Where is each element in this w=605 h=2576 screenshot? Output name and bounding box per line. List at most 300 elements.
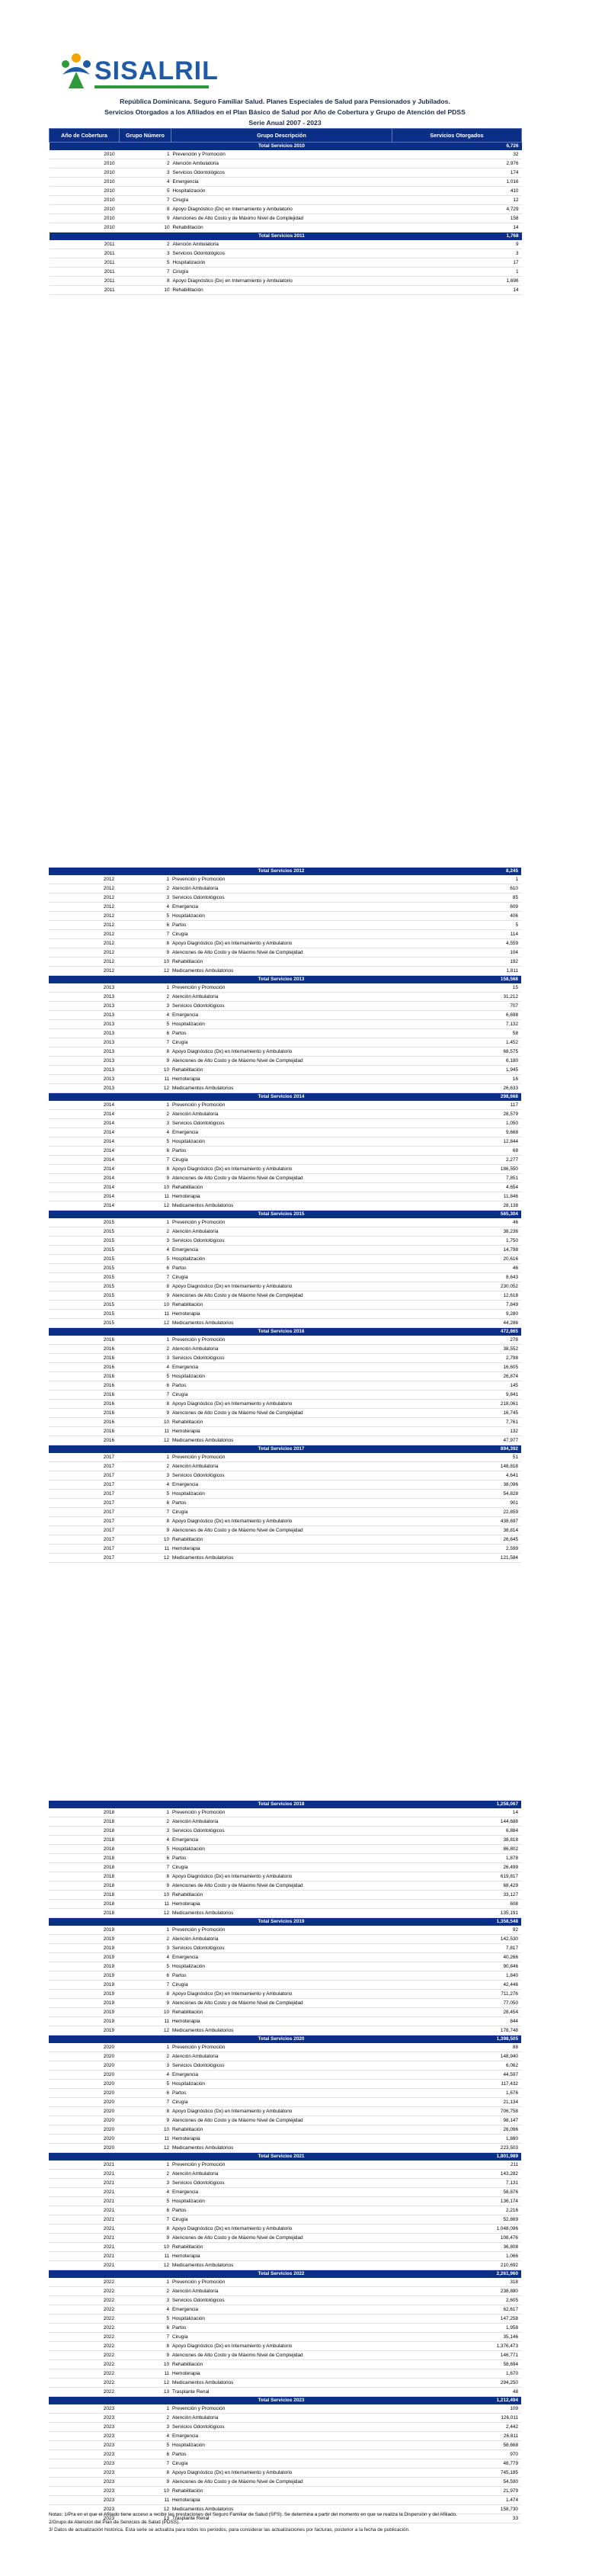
table-row [49, 2305, 521, 2315]
cell-group-number: 2 [119, 2287, 171, 2296]
cell-group-number: 10 [119, 2125, 171, 2135]
cell-services: 7,132 [392, 1020, 521, 1029]
col-header-services: Servicios Otorgados [392, 129, 522, 143]
cell-services: 2,798 [392, 1354, 521, 1363]
cell-services: 58 [392, 1029, 521, 1038]
cell-year: 2020 [49, 2089, 119, 2098]
cell-services: 121,584 [392, 1554, 521, 1563]
table-row [49, 2496, 521, 2505]
cell-group-description: Hospitalización [171, 912, 392, 921]
cell-year: 2012 [49, 893, 119, 903]
cell-group-number: 3 [119, 1354, 171, 1363]
cell-year: 2018 [49, 1854, 119, 1863]
cell-services: 7,817 [392, 1944, 521, 1953]
cell-group-number: 12 [119, 2505, 171, 2514]
cell-group-description: Cirugía [171, 2459, 392, 2469]
cell-group-description: Cirugía [171, 1391, 392, 1400]
cell-year: 2022 [49, 2333, 119, 2342]
cell-group-number: 9 [119, 1291, 171, 1301]
cell-year: 2018 [49, 1891, 119, 1900]
cell-group-description: Hemoterapia [171, 2017, 392, 2026]
cell-year: 2022 [49, 2305, 119, 2315]
table-row [49, 2459, 521, 2469]
cell-services: 26,874 [392, 1372, 521, 1381]
note-3: 3/ Datos de actualización histórica. Esta serie se actualiza para todos los periodos, para considerar las actualizaciones por facturas, posterior a la fecha de publicación. [49, 2527, 410, 2533]
cell-group-number: 4 [119, 903, 171, 912]
cell-group-description: Servicios Odontológicos [171, 168, 392, 178]
cell-group-description: Hospitalización [171, 2080, 392, 2089]
year-total-value: 158,568 [392, 976, 521, 984]
table-row [49, 1854, 521, 1863]
cell-services: 1,474 [392, 2496, 521, 2505]
cell-year: 2023 [49, 2514, 119, 2523]
cell-group-number: 4 [120, 178, 171, 187]
table-row [49, 2043, 521, 2052]
cell-group-number: 2 [119, 2414, 171, 2423]
cell-year: 2020 [49, 2080, 119, 2089]
table-row [49, 1075, 521, 1084]
cell-services: 211 [392, 2161, 521, 2170]
cell-group-number: 8 [119, 2225, 171, 2234]
cell-group-description: Hemoterapia [171, 1075, 392, 1084]
cell-group-description: Atención Ambulatoria [171, 240, 392, 249]
cell-services: 108,476 [392, 2234, 521, 2243]
table-row [49, 1345, 521, 1354]
cell-group-number: 6 [119, 1381, 171, 1391]
cell-group-description: Apoyo Diagnóstico (Dx) en Internamiento y Ambulatorio [171, 205, 392, 214]
cell-group-description: Atención Ambulatoria [171, 1227, 392, 1237]
cell-year: 2022 [49, 2379, 119, 2388]
cell-group-number: 5 [120, 258, 171, 268]
cell-group-description: Medicamentos Ambulatorios [171, 1909, 392, 1918]
year-total-value: 1,768 [392, 233, 522, 241]
cell-group-description: Partos [171, 1147, 392, 1156]
cell-services: 2,605 [392, 2296, 521, 2305]
cell-group-number: 11 [119, 1192, 171, 1201]
cell-group-number: 5 [119, 2197, 171, 2206]
cell-services: 142,530 [392, 1935, 521, 1944]
table-row [49, 2287, 521, 2296]
table-row [49, 1038, 521, 1047]
table-row [49, 1517, 521, 1526]
cell-group-description: Servicios Odontológicos [171, 249, 392, 258]
cell-services: 238,880 [392, 2287, 521, 2296]
cell-group-number: 4 [119, 1011, 171, 1020]
cell-group-number: 7 [119, 2098, 171, 2107]
cell-services: 54,590 [392, 2478, 521, 2487]
total-spacer [119, 1328, 171, 1336]
cell-year: 2016 [49, 1354, 119, 1363]
cell-group-number: 5 [119, 1020, 171, 1029]
cell-services: 38,236 [392, 1227, 521, 1237]
table-row [49, 1872, 521, 1881]
cell-group-description: Rehabilitación [171, 1891, 392, 1900]
cell-group-description: Rehabilitación [171, 958, 392, 967]
table-row [49, 1237, 521, 1246]
cell-group-number: 3 [119, 2179, 171, 2188]
cell-group-number: 7 [119, 1038, 171, 1047]
table-row [49, 2017, 521, 2026]
year-total-row [50, 233, 522, 241]
table-row [49, 2197, 521, 2206]
cell-group-description: Emergencia [171, 1953, 392, 1962]
cell-group-number: 8 [119, 2107, 171, 2116]
cell-year: 2023 [49, 2414, 119, 2423]
table-row [49, 2342, 521, 2351]
cell-group-description: Partos [171, 2324, 392, 2333]
table-row [49, 1057, 521, 1066]
cell-year: 2019 [49, 2026, 119, 2035]
cell-group-number: 4 [119, 1363, 171, 1372]
cell-year: 2017 [49, 1499, 119, 1508]
cell-services: 178,748 [392, 2026, 521, 2035]
col-header-group-description: Grupo Descripción [171, 129, 392, 143]
table-row [49, 2206, 521, 2215]
year-total-label: Total Servicios 2022 [171, 2270, 392, 2279]
cell-services: 1,750 [392, 1237, 521, 1246]
table-row [49, 875, 521, 884]
cell-group-number: 1 [119, 2043, 171, 2052]
cell-year: 2016 [49, 1391, 119, 1400]
cell-group-number: 12 [119, 2026, 171, 2035]
cell-year: 2023 [49, 2423, 119, 2432]
cell-group-number: 7 [119, 1863, 171, 1872]
table-row [49, 1110, 521, 1119]
cell-year: 2017 [49, 1535, 119, 1545]
cell-services: 136,174 [392, 2197, 521, 2206]
year-total-label: Total Servicios 2020 [171, 2035, 392, 2044]
cell-group-number: 6 [119, 921, 171, 930]
col-header-year: Año de Cobertura [50, 129, 120, 143]
cell-group-description: Emergencia [171, 2188, 392, 2197]
year-total-row [49, 976, 521, 984]
table-row [49, 1418, 521, 1427]
total-spacer [50, 233, 120, 241]
cell-services: 16 [392, 1075, 521, 1084]
cell-services: 1,696 [392, 277, 522, 286]
year-total-label: Total Servicios 2017 [171, 1445, 392, 1454]
report-subtitle: Servicios Otorgados a los Afiliados en el Plan Básico de Salud por Año de Cobertura y Grupo de Atención del PDSS [104, 108, 466, 116]
cell-year: 2020 [49, 2107, 119, 2116]
cell-group-number: 1 [119, 2161, 171, 2170]
cell-group-description: Hospitalización [171, 1137, 392, 1147]
cell-group-description: Emergencia [171, 1246, 392, 1255]
table-row [49, 1391, 521, 1400]
cell-services: 90,846 [392, 1962, 521, 1971]
table-row [49, 2432, 521, 2441]
cell-group-description: Atención Ambulatoria [171, 2414, 392, 2423]
cell-group-number: 8 [119, 2469, 171, 2478]
cell-year: 2019 [49, 1944, 119, 1953]
table-row [49, 1944, 521, 1953]
cell-year: 2013 [49, 1011, 119, 1020]
cell-group-description: Atención Ambulatoria [171, 993, 392, 1002]
cell-group-description: Apoyo Diagnóstico (Dx) en Internamiento y Ambulatorio [171, 2342, 392, 2351]
cell-group-number: 6 [119, 2206, 171, 2215]
logo-underline [94, 85, 209, 88]
cell-group-number: 1 [119, 1218, 171, 1227]
cell-services: 68,575 [392, 1047, 521, 1057]
cell-group-description: Partos [171, 1264, 392, 1273]
cell-services: 117 [392, 1101, 521, 1110]
cell-group-description: Cirugía [171, 1508, 392, 1517]
cell-group-number: 9 [119, 2116, 171, 2125]
year-total-row [49, 1211, 521, 1219]
cell-group-description: Partos [171, 2206, 392, 2215]
table-row [49, 1301, 521, 1310]
table-row [49, 2071, 521, 2080]
table-row [49, 2296, 521, 2305]
cell-group-description: Hemoterapia [171, 1900, 392, 1909]
cell-group-description: Apoyo Diagnóstico (Dx) en Internamiento y Ambulatorio [171, 277, 392, 286]
cell-year: 2019 [49, 2017, 119, 2026]
cell-group-number: 1 [119, 1101, 171, 1110]
cell-group-description: Atención Ambulatoria [171, 1110, 392, 1119]
cell-year: 2014 [49, 1119, 119, 1128]
cell-group-number: 5 [119, 1962, 171, 1971]
total-spacer [49, 2153, 119, 2161]
table-row [49, 1011, 521, 1020]
cell-year: 2013 [49, 983, 119, 993]
cell-group-description: Atención Ambulatoria [171, 884, 392, 893]
cell-group-description: Servicios Odontológicos [171, 1119, 392, 1128]
cell-year: 2020 [49, 2098, 119, 2107]
cell-group-description: Hospitalización [171, 187, 392, 196]
cell-year: 2023 [49, 2441, 119, 2450]
cell-group-number: 8 [119, 2342, 171, 2351]
cell-year: 2014 [49, 1137, 119, 1147]
year-total-row [49, 1801, 521, 1808]
cell-group-description: Medicamentos Ambulatorios [171, 1319, 392, 1328]
cell-group-number: 4 [119, 2071, 171, 2080]
table-row [49, 1372, 521, 1381]
cell-services: 14 [392, 1808, 521, 1817]
cell-year: 2014 [49, 1110, 119, 1119]
cell-group-description: Atención Ambulatoria [171, 1935, 392, 1944]
cell-group-number: 2 [119, 1462, 171, 1471]
cell-year: 2019 [49, 2008, 119, 2017]
cell-year: 2016 [49, 1336, 119, 1345]
cell-group-description: Servicios Odontológicos [171, 1471, 392, 1480]
total-spacer [49, 1328, 119, 1336]
cell-year: 2012 [49, 921, 119, 930]
table-row [49, 2098, 521, 2107]
cell-year: 2012 [49, 875, 119, 884]
cell-group-number: 2 [119, 1935, 171, 1944]
table-row [50, 196, 522, 205]
cell-group-description: Prevención y Promoción [171, 2043, 392, 2052]
cell-services: 2,216 [392, 2206, 521, 2215]
table-row [49, 1101, 521, 1110]
total-spacer [119, 976, 171, 984]
cell-year: 2023 [49, 2432, 119, 2441]
cell-services: 92 [392, 1926, 521, 1935]
cell-group-number: 9 [119, 1174, 171, 1183]
cell-group-number: 1 [119, 1808, 171, 1817]
cell-year: 2012 [49, 884, 119, 893]
cell-group-number: 7 [119, 1508, 171, 1517]
cell-group-description: Cirugía [171, 1038, 392, 1047]
cell-services: 68,429 [392, 1881, 521, 1891]
cell-group-number: 8 [120, 277, 171, 286]
year-total-value: 894,392 [392, 1445, 521, 1454]
cell-group-description: Cirugía [171, 930, 392, 939]
table-row [49, 2414, 521, 2423]
cell-group-description: Cirugía [171, 1156, 392, 1165]
table-row [49, 1192, 521, 1201]
cell-services: 85 [392, 893, 521, 903]
table-row [49, 1047, 521, 1057]
cell-group-description: Servicios Odontológicos [171, 2296, 392, 2305]
cell-group-number: 2 [119, 884, 171, 893]
cell-group-number: 7 [120, 268, 171, 277]
table-row [49, 2170, 521, 2179]
cell-services: 609 [392, 903, 521, 912]
cell-year: 2020 [49, 2043, 119, 2052]
cell-group-description: Atenciones de Alto Costo y de Máximo Nivel de Complejidad [171, 1174, 392, 1183]
total-spacer [119, 868, 171, 875]
cell-group-description: Prevención y Promoción [171, 1101, 392, 1110]
table-row [49, 939, 521, 948]
cell-group-number: 2 [120, 159, 171, 168]
cell-group-number: 1 [119, 2278, 171, 2287]
cell-year: 2023 [49, 2496, 119, 2505]
cell-group-description: Emergencia [171, 178, 392, 187]
table-row [49, 1971, 521, 1981]
cell-services: 1,811 [392, 967, 521, 976]
cell-services: 28,454 [392, 2008, 521, 2017]
cell-group-number: 4 [119, 1836, 171, 1845]
table-row [49, 2179, 521, 2188]
cell-group-number: 12 [119, 2379, 171, 2388]
cell-group-description: Atención Ambulatoria [171, 1345, 392, 1354]
cell-services: 218,061 [392, 1400, 521, 1409]
table-row [49, 1935, 521, 1944]
cell-group-description: Partos [171, 1854, 392, 1863]
cell-year: 2016 [49, 1409, 119, 1418]
table-row [49, 2351, 521, 2360]
cell-services: 9,668 [392, 1128, 521, 1137]
cell-group-number: 8 [119, 1990, 171, 1999]
cell-services: 114 [392, 930, 521, 939]
table-row [49, 1084, 521, 1093]
table-row [49, 1020, 521, 1029]
cell-services: 26,811 [392, 2432, 521, 2441]
year-total-row [49, 2035, 521, 2044]
table-row [49, 930, 521, 939]
cell-group-description: Prevención y Promoción [171, 2404, 392, 2414]
table-row [50, 187, 522, 196]
cell-services: 1,050 [392, 1119, 521, 1128]
cell-year: 2017 [49, 1462, 119, 1471]
cell-services: 46 [392, 1264, 521, 1273]
cell-services: 126,011 [392, 2414, 521, 2423]
cell-year: 2021 [49, 2206, 119, 2215]
table-row [49, 1554, 521, 1563]
year-total-label: Total Servicios 2018 [171, 1801, 392, 1808]
year-total-value: 1,358,548 [392, 1918, 521, 1926]
cell-group-description: Medicamentos Ambulatorios [171, 2144, 392, 2153]
year-total-row [49, 2397, 521, 2405]
cell-services: 98,147 [392, 2116, 521, 2125]
cell-group-description: Servicios Odontológicos [171, 1237, 392, 1246]
cell-year: 2022 [49, 2388, 119, 2397]
cell-year: 2023 [49, 2459, 119, 2469]
cell-group-description: Medicamentos Ambulatorios [171, 967, 392, 976]
cell-group-number: 7 [120, 196, 171, 205]
cell-year: 2015 [49, 1246, 119, 1255]
cell-year: 2015 [49, 1218, 119, 1227]
cell-services: 9 [392, 240, 522, 249]
cell-group-number: 8 [119, 939, 171, 948]
cell-group-number: 11 [119, 1545, 171, 1554]
cell-group-number: 10 [119, 958, 171, 967]
cell-year: 2010 [50, 196, 120, 205]
cell-group-description: Atenciones de Alto Costo y de Máximo Nivel de Complejidad [171, 1057, 392, 1066]
cell-services: 210,692 [392, 2261, 521, 2270]
cell-year: 2015 [49, 1319, 119, 1328]
cell-services: 11,846 [392, 1192, 521, 1201]
cell-group-description: Atenciones de Alto Costo y de Máximo Nivel de Complejidad [171, 1999, 392, 2008]
table-row [49, 2243, 521, 2252]
cell-year: 2015 [49, 1282, 119, 1291]
cell-group-description: Atenciones de Alto Costo y de Máximo Nivel de Complejidad [171, 2351, 392, 2360]
cell-group-number: 10 [119, 1891, 171, 1900]
table-row [49, 2324, 521, 2333]
table-row [49, 1535, 521, 1545]
sisalril-logo [59, 52, 227, 96]
table-row [50, 286, 522, 295]
total-spacer [49, 1211, 119, 1219]
cell-year: 2023 [49, 2404, 119, 2414]
cell-group-description: Prevención y Promoción [171, 1808, 392, 1817]
cell-group-description: Apoyo Diagnóstico (Dx) en Internamiento y Ambulatorio [171, 939, 392, 948]
cell-services: 15 [392, 983, 521, 993]
cell-group-number: 12 [119, 1319, 171, 1328]
cell-group-description: Hemoterapia [171, 1310, 392, 1319]
cell-services: 2,976 [392, 159, 522, 168]
cell-year: 2019 [49, 1926, 119, 1935]
table-row [49, 2487, 521, 2496]
cell-group-number: 9 [119, 1057, 171, 1066]
cell-group-description: Emergencia [171, 1128, 392, 1137]
year-total-row [49, 1918, 521, 1926]
cell-year: 2016 [49, 1381, 119, 1391]
total-spacer [49, 2270, 119, 2279]
col-header-group-number: Grupo Número [120, 129, 171, 143]
cell-group-number: 9 [119, 1526, 171, 1535]
year-total-label: Total Servicios 2014 [171, 1093, 392, 1102]
cell-group-number: 11 [119, 2017, 171, 2026]
cell-group-number: 11 [119, 1427, 171, 1436]
cell-services: 610 [392, 884, 521, 893]
cell-group-number: 8 [120, 205, 171, 214]
table-row [49, 2360, 521, 2369]
cell-services: 144,688 [392, 1817, 521, 1827]
cell-group-number: 6 [119, 1971, 171, 1981]
table-row [50, 159, 522, 168]
cell-year: 2018 [49, 1863, 119, 1872]
cell-group-number: 3 [119, 2296, 171, 2305]
cell-group-description: Hospitalización [171, 1845, 392, 1854]
cell-group-description: Atenciones de Alto Costo y de Máximo Nivel de Complejidad [171, 1291, 392, 1301]
cell-group-number: 11 [119, 2252, 171, 2261]
cell-group-description: Atenciones de Alto Costo y de Máximo Nivel de Complejidad [171, 948, 392, 958]
table-row [49, 1291, 521, 1301]
cell-year: 2016 [49, 1345, 119, 1354]
cell-year: 2010 [50, 214, 120, 223]
table-row [49, 1462, 521, 1471]
